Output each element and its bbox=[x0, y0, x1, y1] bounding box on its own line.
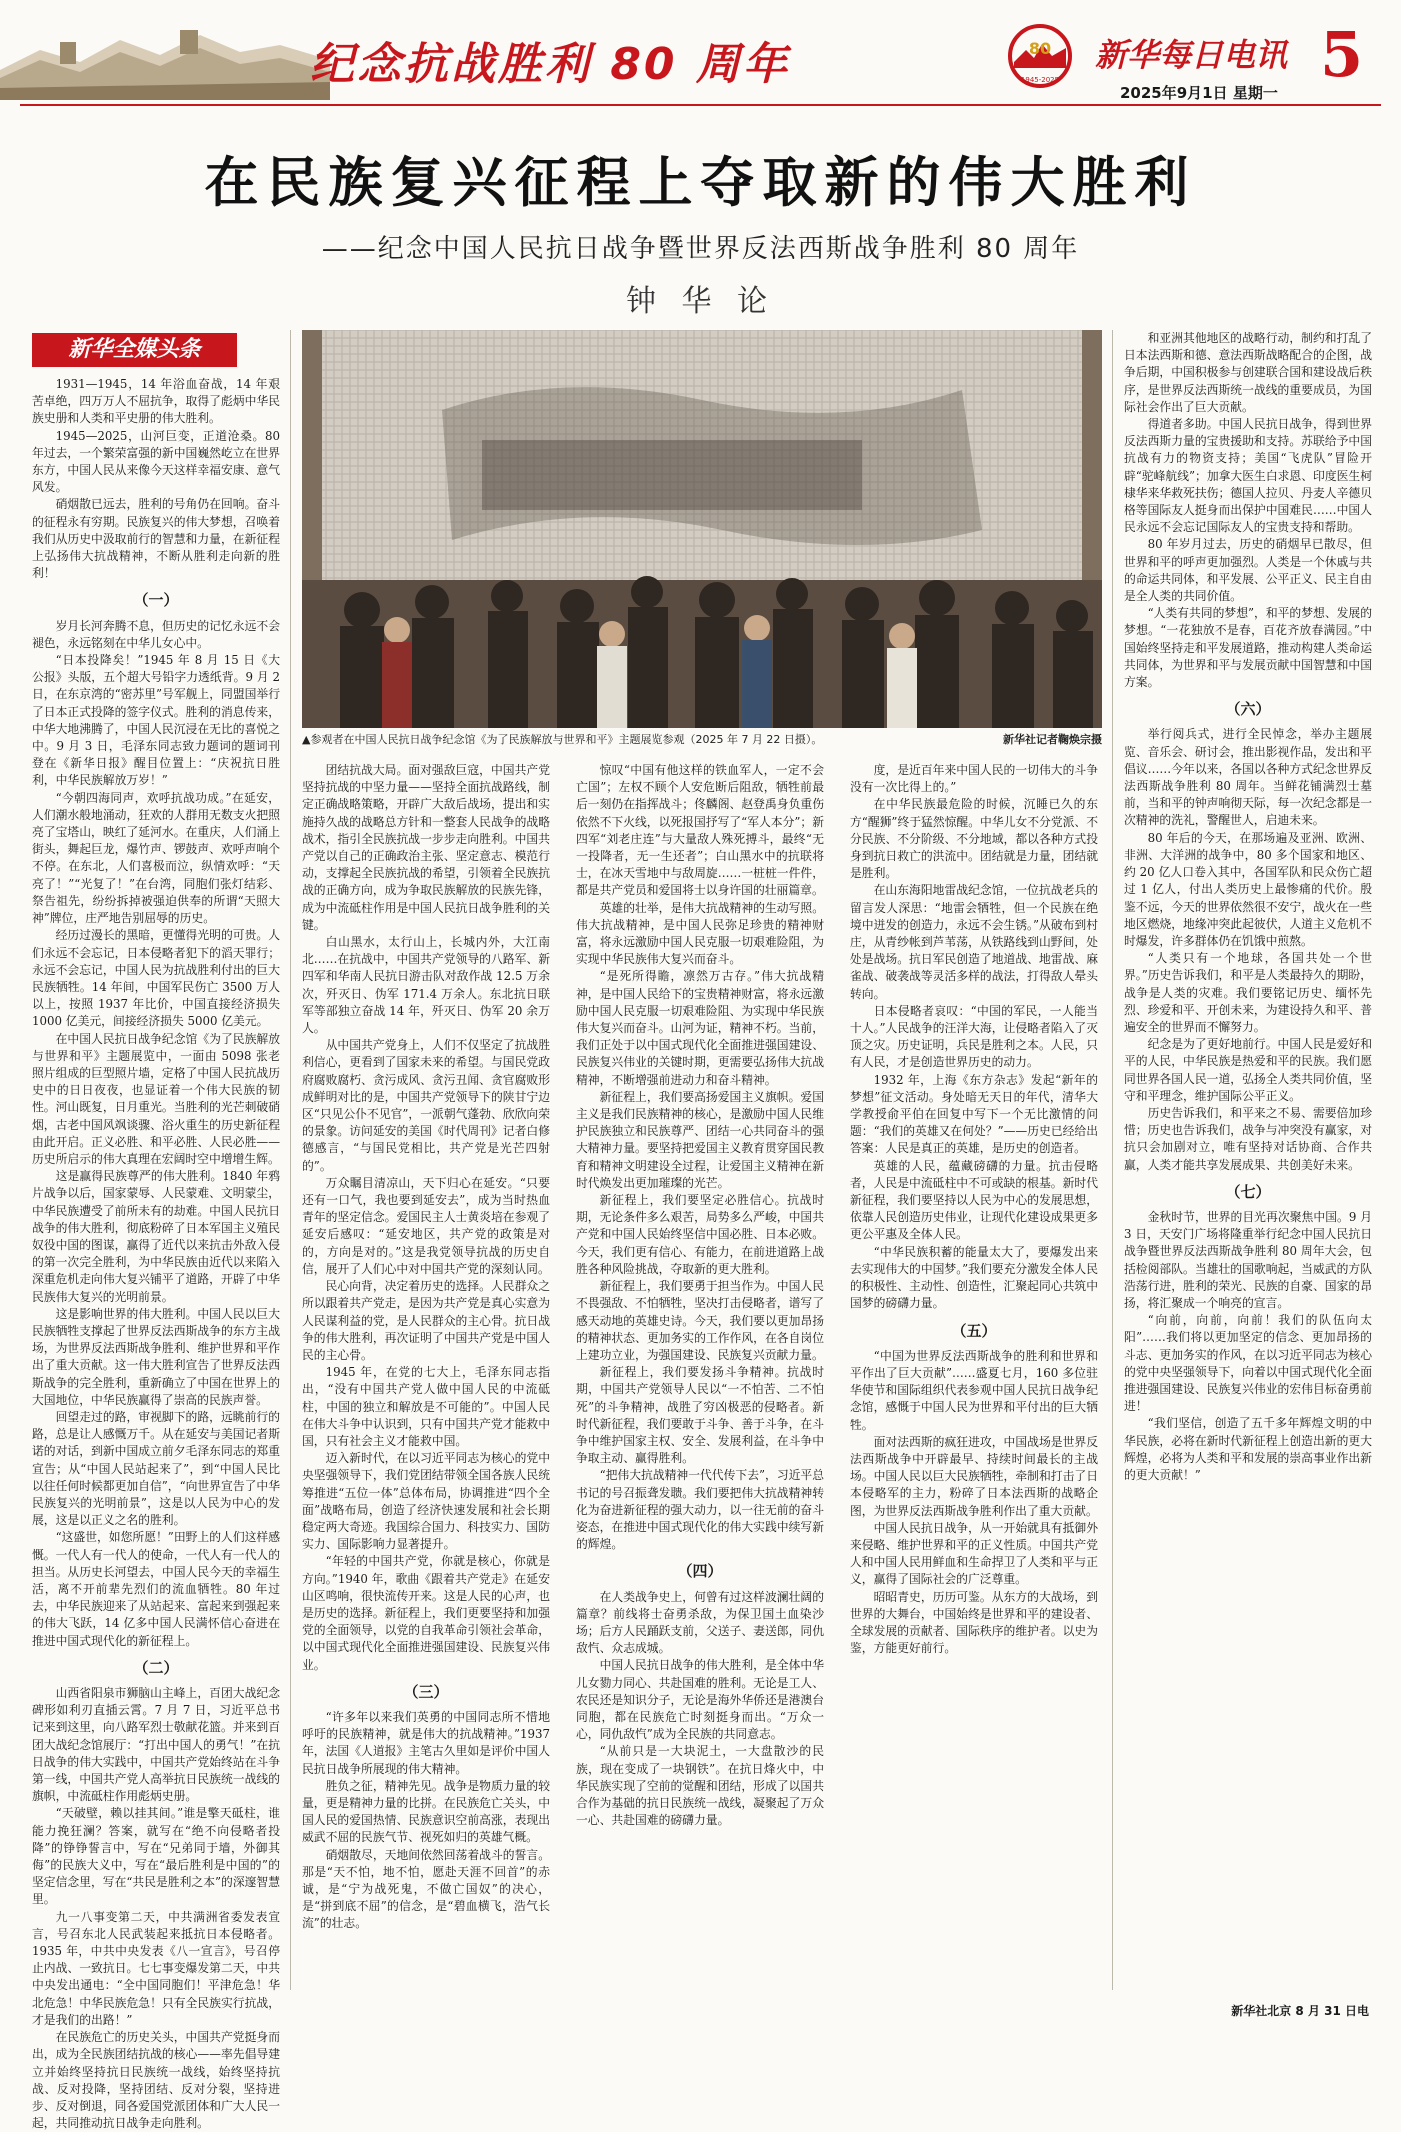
subheadline: ——纪念中国人民抗日战争暨世界反法西斯战争胜利 80 周年 bbox=[321, 234, 1080, 264]
paper-name: 新华每日电讯 bbox=[1095, 36, 1288, 74]
paragraph: 岁月长河奔腾不息，但历史的记忆永远不会褪色，永远铭刻在中华儿女心中。 bbox=[32, 618, 280, 650]
paragraph: 山西省阳泉市狮脑山主峰上，百团大战纪念碑形如利刃直插云霄。7 月 7 日，习近平总书记来到这里，向八路军烈士敬献花篮。并来到百团大战纪念馆展厅：“打出中国人的勇气！”在抗日战争的伟大实践中，中国共产党始终站在斗争第一线，中国共产党人高举抗日民族统一战线的旗帜，中流砥柱作用彪炳史册。 bbox=[32, 1686, 281, 1804]
paragraph: 新征程上，我们要发扬斗争精神。抗战时期，中国共产党领导人民以“一不怕苦、二不怕死”的斗争精神，战胜了穷凶极恶的侵略者。新时代新征程，我们要敢于斗争、善于斗争，在斗争中维护国家主权、安全、发展利益，在斗争中争取主动、赢得胜利。 bbox=[576, 1365, 824, 1466]
paragraph: 惊叹“中国有他这样的铁血军人，一定不会亡国”；左权不顾个人安危断后阻敌，牺牲前最后一刻仍在指挥战斗；佟麟阁、赵登禹身负重伤依然不下火线，以死报国抒写了“军人本分”；新四军“刘老庄连”与大量敌人殊死搏斗，最终“无一投降者，无一生还者”；白山黑水中的抗联将士，在冰天雪地中与敌周旋……一桩桩一件件，都是共产党员和爱国将士以身许国的壮丽篇章。 bbox=[576, 763, 825, 898]
paragraph: 新征程上，我们要勇于担当作为。中国人民不畏强敌、不怕牺牲，坚决打击侵略者，谱写了感天动地的英雄史诗。今天，我们要以更加昂扬的精神状态、更加务实的工作作风，在各自岗位上建功立业，为强国建设、民族复兴贡献力量。 bbox=[576, 1279, 824, 1362]
paragraph: “人类只有一个地球，各国共处一个世界。”历史告诉我们，和平是人类最持久的期盼，战争是人类的灾难。我们要铭记历史、缅怀先烈、珍爱和平、开创未来，为建设持久和平、普遍安全的世界而不懈努力。 bbox=[1124, 951, 1372, 1034]
paragraph: “向前，向前，向前！我们的队伍向太阳”……我们将以更加坚定的信念、更加昂扬的斗志、更加务实的作风，在以习近平同志为核心的党中央坚强领导下，向着以中国式现代化全面推进强国建设、民族复兴伟业的宏伟目标奋勇前进！ bbox=[1124, 1313, 1372, 1414]
paragraph: “今朝四海同声，欢呼抗战功成。”在延安，人们潮水般地涌动，狂欢的人群用无数支火把照亮了宝塔山，映红了延河水。在重庆，人们涌上街头，舞起巨龙，爆竹声、锣鼓声、欢呼声响个不停。在东北，人们喜极而泣，纵情欢呼：“天亮了！”“光复了！”在台湾，同胞们张灯结彩、祭告祖先，纷纷拆掉被强迫供奉的所谓“天照大神”牌位，庄严地告别屈辱的历史。 bbox=[32, 790, 280, 926]
emblem-number: 80 bbox=[1028, 39, 1052, 58]
article-column-4 bbox=[850, 762, 1098, 1992]
column-divider bbox=[1112, 330, 1113, 1990]
section-heading: （四） bbox=[677, 1562, 723, 1581]
paragraph: “我们坚信，创造了五千多年辉煌文明的中华民族，必将在新时代新征程上创造出新的更大辉煌，必将为人类和平和发展的崇高事业作出新的更大贡献！” bbox=[1124, 1416, 1372, 1482]
paragraph: 胜负之征，精神先见。战争是物质力量的较量，更是精神力量的比拼。在民族危亡关头，中国人民的爱国热情、民族意识空前高涨，表现出威武不屈的民族气节、视死如归的英雄气概。 bbox=[302, 1778, 550, 1845]
paragraph: “年轻的中国共产党，你就是核心，你就是方向。”1940 年，歌曲《跟着共产党走》在延安山区鸣响，很快流传开来。这是人民的心声，也是历史的选择。新征程上，我们更要坚持和加强党的全面领导，以党的自我革命引领社会革命，以中国式现代化全面推进强国建设、民族复兴伟业。 bbox=[302, 1554, 550, 1672]
paragraph: 日本侵略者哀叹：“中国的军民，一人能当十人。”人民战争的汪洋大海，让侵略者陷入了灭顶之灾。历史证明，兵民是胜利之本。人民，只有人民，才是创造世界历史的动力。 bbox=[850, 1003, 1098, 1070]
paragraph: 民心向背，决定着历史的选择。人民群众之所以跟着共产党走，是因为共产党是真心实意为人民谋利益的党，是人民群众的主心骨。抗日战争的伟大胜利，再次证明了中国共产党是中国人民的主心骨。 bbox=[302, 1279, 550, 1362]
section-title: 纪念抗战胜利 80 周年 bbox=[310, 39, 790, 90]
author-byline: 钟 华 论 bbox=[625, 284, 776, 319]
paragraph: “许多年以来我们英勇的中国同志所不惜地呼吁的民族精神，就是伟大的抗战精神。”1937 年，法国《人道报》主笔古久里如是评价中国人民抗日战争所展现的伟大精神。 bbox=[302, 1709, 550, 1776]
paragraph: “日本投降矣！”1945 年 8 月 15 日《大公报》头版，五个超大号铅字力透纸背。9 月 2 日，在东京湾的“密苏里”号军舰上，同盟国举行了日本正式投降的签字仪式。胜利的消息传来，中华大地沸腾了，中国人民沉浸在无比的喜悦之中。9 月 3 日，毛泽东同志致力题词的题词刊登在《新华日报》醒目位置上：“庆祝抗日胜利，中华民族解放万岁！” bbox=[32, 653, 281, 788]
masthead-rule bbox=[20, 104, 1381, 106]
paragraph: 硝烟散尽，天地间依然回荡着战斗的誓言。那是“天不怕，地不怕，愿赴天涯不回首”的赤诚，是“宁为战死鬼，不做亡国奴”的决心，是“拼到底不屈”的信念，是“碧血横飞，浩气长流”的壮志。 bbox=[302, 1847, 550, 1931]
exhibition-photo bbox=[302, 330, 1102, 728]
paragraph: 九一八事变第二天，中共满洲省委发表宣言，号召东北人民武装起来抵抗日本侵略者。1935 年，中共中央发表《八一宣言》，号召停止内战、一致抗日。七七事变爆发第二天，中共中央发出通电：“全中国同胞们！平津危急！华北危急！中华民族危急！只有全民族实行抗战，才是我们的出路！” bbox=[32, 1909, 280, 2027]
paragraph: 中国人民抗日战争，从一开始就具有抵御外来侵略、维护世界和平的正义性质。中国共产党人和中国人民用鲜血和生命捍卫了人类和平与正义，赢得了国际社会的广泛尊重。 bbox=[850, 1520, 1098, 1587]
paragraph: 经历过漫长的黑暗，更懂得光明的可贵。人们永远不会忘记，日本侵略者犯下的滔天罪行；永远不会忘记，中国人民为抗战胜利付出的巨大民族牺牲。14 年间，中国军民伤亡 3500 万人以上，按照 1937 年比价，中国直接经济损失 1000 亿美元，间接经济损失 5000 亿美元。 bbox=[32, 928, 280, 1029]
paragraph: 万众瞩目清凉山，天下归心在延安。“只要还有一口气，我也要到延安去”，成为当时热血青年的坚定信念。爱国民主人士黄炎培在参观了延安后感叹：“延安地区，共产党的政策是对的，方向是对的。”这是我党领导抗战的历史自信，展开了人们心中对中国共产党的深刻认同。 bbox=[302, 1175, 550, 1276]
paragraph: 在中华民族最危险的时候，沉睡已久的东方“醒狮”终于猛然惊醒。中华儿女不分党派、不分民族、不分阶级、不分地域，都以各种方式投身到抗日救亡的洪流中。团结就是力量，团结就是胜利。 bbox=[850, 797, 1099, 881]
paragraph: 这是赢得民族尊严的伟大胜利。1840 年鸦片战争以后，国家蒙辱、人民蒙难、文明蒙尘，中华民族遭受了前所未有的劫难。中国人民抗日战争的伟大胜利，彻底粉碎了日本军国主义殖民奴役中国的图谋，赢得了近代以来抗击外敌入侵的第一次完全胜利，为中华民族由近代以来陷入深重危机走向伟大复兴铺平了道路，开辟了中华民族伟大复兴的光明前景。 bbox=[32, 1169, 280, 1304]
paragraph: 新征程上，我们要高扬爱国主义旗帜。爱国主义是我们民族精神的核心，是激励中国人民维护民族独立和民族尊严、团结一心共同奋斗的强大精神力量。要坚持把爱国主义教育贯穿国民教育和精神文明建设全过程，让爱国主义精神在新时代焕发出更加璀璨的光芒。 bbox=[576, 1089, 824, 1190]
paragraph: 中国人民抗日战争的伟大胜利，是全体中华儿女勠力同心、共赴国难的胜利。无论是工人、农民还是知识分子，无论是海外华侨还是港澳台同胞，都在民族危亡时刻挺身而出。“万众一心，同仇敌忾”成为全民族的共同意志。 bbox=[576, 1658, 824, 1742]
anniversary-emblem bbox=[1000, 22, 1080, 92]
photo-caption-text: ▲参观者在中国人民抗日战争纪念馆《为了民族解放与世界和平》主题展览参观（2025 年 7 月 22 日摄）。 bbox=[302, 733, 823, 746]
paragraph: “从前只是一大块泥土，一大盘散沙的民族，现在变成了一块钢铁”。在抗日烽火中，中华民族实现了空前的觉醒和团结，形成了以国共合作为基础的抗日民族统一战线，凝聚起了万众一心、共赴国难的磅礴力量。 bbox=[576, 1744, 824, 1828]
paragraph: 1945—2025，山河巨变，正道沧桑。80 年过去，一个繁荣富强的新中国巍然屹立在世界东方，中国人民从来像今天这样幸福安康、意气风发。 bbox=[32, 428, 280, 495]
paragraph: 迈入新时代，在以习近平同志为核心的党中央坚强领导下，我们党团结带领全国各族人民统筹推进“五位一体”总体布局，协调推进“四个全面”战略布局，创造了经济快速发展和社会长期稳定两大奇迹。我国综合国力、科技实力、国防实力、国际影响力显著提升。 bbox=[302, 1451, 550, 1552]
headline: 在民族复兴征程上夺取新的伟大胜利 bbox=[204, 150, 1197, 214]
paragraph: 1931—1945，14 年浴血奋战，14 年艰苦卓绝，四万万人不屈抗争，取得了彪炳中华民族史册和人类和平史册的伟大胜利。 bbox=[32, 377, 280, 426]
paragraph: 1945 年，在党的七大上，毛泽东同志指出，“没有中国共产党人做中国人民的中流砥柱，中国的独立和解放是不可能的”。中国人民在伟大斗争中认识到，只有中国共产党才能救中国，只有社会主义才能救中国。 bbox=[302, 1365, 550, 1448]
paragraph: 英雄的壮举，是伟大抗战精神的生动写照。伟大抗战精神，是中国人民弥足珍贵的精神财富，将永远激励中国人民克服一切艰难险阻，为实现中华民族伟大复兴而奋斗。 bbox=[576, 900, 824, 967]
paragraph: “人类有共同的梦想”，和平的梦想、发展的梦想。“一花独放不是春，百花齐放春满园。”中国始终坚持走和平发展道路，推动构建人类命运共同体，为世界和平与发展贡献中国智慧和中国方案。 bbox=[1124, 606, 1373, 690]
paragraph: 在山东海阳地雷战纪念馆，一位抗战老兵的留言发人深思：“地雷会牺牲，但一个民族在绝境中迸发的创造力，永远不会生锈。”从破布到村庄，从青纱帐到芦苇荡，从铁路线到山野间，处处是战场。抗日军民创造了地道战、地雷战、麻雀战、破袭战等灵活多样的战法，打得敌人晕头转向。 bbox=[850, 883, 1098, 1001]
paragraph: 80 年岁月过去，历史的硝烟早已散尽，但世界和平的呼声更加强烈。人类是一个休戚与共的命运共同体，和平发展、公平正义、民主自由是全人类的共同价值。 bbox=[1124, 537, 1372, 604]
paragraph: 白山黑水，太行山上，长城内外，大江南北……在抗战中，中国共产党领导的八路军、新四军和华南人民抗日游击队对敌作战 12.5 万余次，歼灭日、伪军 171.4 万余人。东北抗日联军等部独立奋战 14 年，歼灭日、伪军 20 余万人。 bbox=[302, 935, 550, 1036]
paragraph: 这是影响世界的伟大胜利。中国人民以巨大民族牺牲支撑起了世界反法西斯战争的东方主战场，为世界反法西斯战争胜利、维护世界和平作出了重大贡献。这一伟大胜利宣告了世界反法西斯战争的完全胜利，重新确立了中国在世界上的大国地位，中华民族赢得了崇高的民族声誉。 bbox=[32, 1306, 280, 1407]
paragraph: 在中国人民抗日战争纪念馆《为了民族解放与世界和平》主题展览中，一面由 5098 张老照片组成的巨型照片墙，定格了中国人民抗战历史中的日日夜夜，也显证着一个伟大民族的韧性。河山既复，日月重光。当胜利的光芒刺破硝烟，古老中国风飒谈骤、浴火重生的历史新征程由此开启。正义必胜、和平必胜、人民必胜——历史所启示的伟大真理在宏阔时空中增增生辉。 bbox=[32, 1031, 280, 1166]
photo-credit: 新华社记者鞠焕宗摄 bbox=[1003, 733, 1102, 746]
paragraph: 昭昭青史，历历可鉴。从东方的大战场，到世界的大舞台，中国始终是世界和平的建设者、全球发展的贡献者、国际秩序的维护者。以史为鉴，方能更好前行。 bbox=[850, 1589, 1098, 1656]
paragraph: 面对法西斯的疯狂进攻，中国战场是世界反法西斯战争中开辟最早、持续时间最长的主战场。中国人民以巨大民族牺牲，牵制和打击了日本侵略军的主力，粉碎了日本法西斯的战略企图，为世界反法西斯战争胜利作出了重大贡献。 bbox=[850, 1434, 1098, 1518]
section-heading: （五） bbox=[951, 1321, 997, 1340]
article-column-1 bbox=[32, 376, 281, 2131]
article-column-2 bbox=[302, 762, 550, 1992]
paragraph: 纪念是为了更好地前行。中国人民是爱好和平的人民，中华民族是热爱和平的民族。我们愿同世界各国人民一道，弘扬全人类共同价值，坚守和平理念，维护国际公平正义。 bbox=[1124, 1037, 1372, 1103]
paragraph: 团结抗战大局。面对强敌巨寇，中国共产党坚持抗战的中坚力量——坚持全面抗战路线，制定正确战略策略，开辟广大敌后战场，提出和实施持久战的战略总方针和一整套人民战争的战略战术，指引全民族抗战一步步走向胜利。中国共产党以自己的正确政治主张、坚定意志、模范行动，支撑起全民族抗战的希望，引领着全民族抗战的正确方向，成为争取民族解放的民族先锋，成为中流砥柱作用是中国人民抗日战争胜利的关键。 bbox=[302, 763, 550, 932]
article-column-3 bbox=[576, 762, 824, 1992]
media-logo-text: 新华全媒头条 bbox=[68, 337, 201, 362]
paragraph: “中国为世界反法西斯战争的胜利和世界和平作出了巨大贡献”……盛夏七月，160 多位驻华使节和国际组织代表参观中国人民抗日战争纪念馆，感慨于中国人民为世界和平付出的巨大牺牲。 bbox=[850, 1348, 1098, 1432]
paragraph: “这盛世，如您所愿！”田野上的人们这样感慨。一代人有一代人的使命，一代人有一代人的担当。从历史长河望去，中国人民今天的幸福生活，离不开前辈先烈们的流血牺牲。80 年过去，中华民族迎来了从站起来、富起来到强起来的伟大飞跃，14 亿多中国人民满怀信心奋进在推进中国式现代化的新征程上。 bbox=[32, 1530, 281, 1648]
page-number: 5 bbox=[1320, 18, 1364, 91]
column-divider bbox=[290, 330, 291, 1990]
section-heading: （二） bbox=[133, 1658, 179, 1677]
section-heading: （六） bbox=[1225, 700, 1271, 719]
issue-date: 2025年9月1日 星期一 bbox=[1120, 84, 1278, 102]
paragraph: 英雄的人民，蕴藏磅礴的力量。抗击侵略者，人民是中流砥柱中不可或缺的根基。新时代新征程，我们要坚持以人民为中心的发展思想，依靠人民创造历史伟业，让现代化建设成果更多更公平惠及全体人民。 bbox=[850, 1158, 1098, 1242]
paragraph: 新征程上，我们要坚定必胜信心。抗战时期，无论条件多么艰苦，局势多么严峻，中国共产党和中国人民始终坚信中国必胜、日本必败。今天，我们更有信心、有能力，在前进道路上战胜各种风险挑战，夺取新的更大胜利。 bbox=[576, 1193, 824, 1276]
paragraph: 1932 年，上海《东方杂志》发起“新年的梦想”征文活动。身处暗无天日的年代，清华大学教授俞平伯在回复中写下一个无比激情的问题：“我们的英雄又在何处？”——历史已经给出答案：人民是真正的英雄，是历史的创造者。 bbox=[850, 1072, 1099, 1156]
paragraph: 回望走过的路，审视脚下的路，远眺前行的路，总是让人感慨万千。从在延安与美国记者斯诺的对话，到新中国成立前夕毛泽东同志的郑重宣告；从“中国人民站起来了”，到“中国人民比以往任何时候都更加自信”，“向世界宣告了中华民族复兴的光明前景”，这是以人民为中心的发展，这是以正义之名的胜利。 bbox=[32, 1409, 281, 1528]
paragraph: 从中国共产党身上，人们不仅坚定了抗战胜利信心，更看到了国家未来的希望。与国民党政府腐败腐朽、贪污成风、贪污丑闻、贪官腐败形成鲜明对比的是，中国共产党领导下的陕甘宁边区“只见公仆不见官”，一派朝气蓬勃、欣欣向荣的景象。访问延安的美国《时代周刊》记者白修德感言，“与国民党相比，共产党是光芒四射的”。 bbox=[302, 1038, 551, 1173]
section-heading: （七） bbox=[1225, 1182, 1271, 1201]
paragraph: “天破壁，赖以挂其间。”谁是擎天砥柱，谁能力挽狂澜？答案，就写在“绝不向侵略者投降”的铮铮誓言中，写在“兄弟同于墙，外御其侮”的民族大义中，写在“最后胜利是中国的”的坚定信念里，写在“共民是胜利之本”的深邃智慧里。 bbox=[32, 1806, 281, 1907]
paragraph: 得道者多助。中国人民抗日战争，得到世界反法西斯力量的宝贵援助和支持。苏联给予中国抗战有力的物资支持；美国“飞虎队”冒险开辟“驼峰航线”；加拿大医生白求恩、印度医生柯棣华来华救死扶伤；德国人拉贝、丹麦人辛德贝格等国际友人挺身而出保护中国难民……中国人民永远不会忘记国际友人的宝贵支持和帮助。 bbox=[1124, 417, 1373, 535]
masthead bbox=[0, 0, 1401, 105]
paragraph: 度，是近百年来中国人民的一切伟大的斗争没有一次比得上的。” bbox=[850, 763, 1098, 795]
paragraph: 举行阅兵式，进行全民悼念，举办主题展览、音乐会、研讨会，推出影视作品，发出和平倡议……今年以来，各国以各种方式纪念世界反法西斯战争胜利 80 周年。当鲜花铺满烈士墓前，当和平的钟声响彻天际，每一次纪念都是一次精神的洗礼，警醒世人，启迪未来。 bbox=[1124, 727, 1372, 828]
paragraph: 金秋时节，世界的目光再次聚焦中国。9 月 3 日，天安门广场将隆重举行纪念中国人民抗日战争暨世界反法西斯战争胜利 80 周年大会，包括检阅部队。当雄壮的国歌响起，当威武的方队浩荡行进，胜利的荣光、民族的自豪、国家的昂扬，将汇聚成一个响亮的宣言。 bbox=[1124, 1209, 1372, 1310]
paragraph: 80 年后的今天，在那场遍及亚洲、欧洲、非洲、大洋洲的战争中，80 多个国家和地区、约 20 亿人口卷入其中，各国军队和民众伤亡超过 1 亿人，付出人类历史上最惨痛的代价。殷鉴不远，今天的世界依然很不安宁，战火在一些地区燃烧，地缘冲突此起彼伏，人道主义危机不时爆发，许多群体仍在饥饿中煎熬。 bbox=[1124, 830, 1372, 948]
photo-caption bbox=[302, 731, 1102, 751]
dateline: 新华社北京 8 月 31 日电 bbox=[1231, 2004, 1369, 2018]
article-column-5 bbox=[1124, 330, 1372, 1992]
paragraph: “中华民族积蓄的能量太大了，要爆发出来去实现伟大的中国梦。”我们要充分激发全体人民的积极性、主动性、创造性，汇聚起同心共筑中国梦的磅礴力量。 bbox=[850, 1244, 1098, 1311]
paragraph: 历史告诉我们，和平来之不易、需要倍加珍惜；历史也告诉我们，战争与冲突没有赢家，对抗只会加剧对立，唯有坚持对话协商、合作共赢，人类才能共享发展成果、共创美好未来。 bbox=[1124, 1105, 1372, 1172]
emblem-years: 1945-2025 bbox=[1020, 76, 1060, 84]
great-wall-graphic bbox=[0, 0, 330, 100]
media-logo bbox=[32, 333, 237, 367]
paragraph: 在人类战争史上，何曾有过这样波澜壮阔的篇章？前线将士奋勇杀敌，为保卫国土血染沙场；后方人民踊跃支前，父送子、妻送郎，同仇敌忾、众志成城。 bbox=[576, 1589, 824, 1656]
paragraph: “把伟大抗战精神一代代传下去”，习近平总书记的号召振聋发聩。我们要把伟大抗战精神转化为奋进新征程的强大动力，以一往无前的奋斗姿态，在推进中国式现代化的伟大实践中续写新的辉煌。 bbox=[576, 1468, 825, 1552]
paragraph: 在民族危亡的历史关头，中国共产党挺身而出，成为全民族团结抗战的核心——率先倡导建立并始终坚持抗日民族统一战线，始终坚持抗战、反对投降，坚持团结、反对分裂，坚持进步、反对倒退，同各爱国党派团体和广大人民一起，共同推动抗日战争走向胜利。 bbox=[32, 2030, 280, 2131]
paragraph: 硝烟散已远去，胜利的号角仍在回响。奋斗的征程永有穷期。民族复兴的伟大梦想，召唤着我们从历史中汲取前行的智慧和力量，在新征程上弘扬伟大抗战精神，不断从胜利走向新的胜利！ bbox=[32, 497, 280, 581]
section-heading: （三） bbox=[403, 1682, 449, 1701]
section-heading: （一） bbox=[133, 591, 179, 610]
paragraph: 和亚洲其他地区的战略行动，制约和打乱了日本法西斯和德、意法西斯战略配合的企图，战争后期，中国积极参与创建联合国和建设战后秩序，是世界反法西斯统一战线的重要成员，为国际社会作出了巨大贡献。 bbox=[1124, 331, 1372, 414]
paragraph: “是死所得瞻，凛然万古存。”伟大抗战精神，是中国人民给下的宝贵精神财富，将永远激励中国人民克服一切艰难险阻、为实现中华民族伟大复兴而奋斗。山河为证，精神不朽。当前，我们正处于以中国式现代化全面推进强国建设、民族复兴伟业的关键时期，更需要弘扬伟大抗战精神，不断增强前进动力和奋斗精神。 bbox=[576, 969, 824, 1087]
